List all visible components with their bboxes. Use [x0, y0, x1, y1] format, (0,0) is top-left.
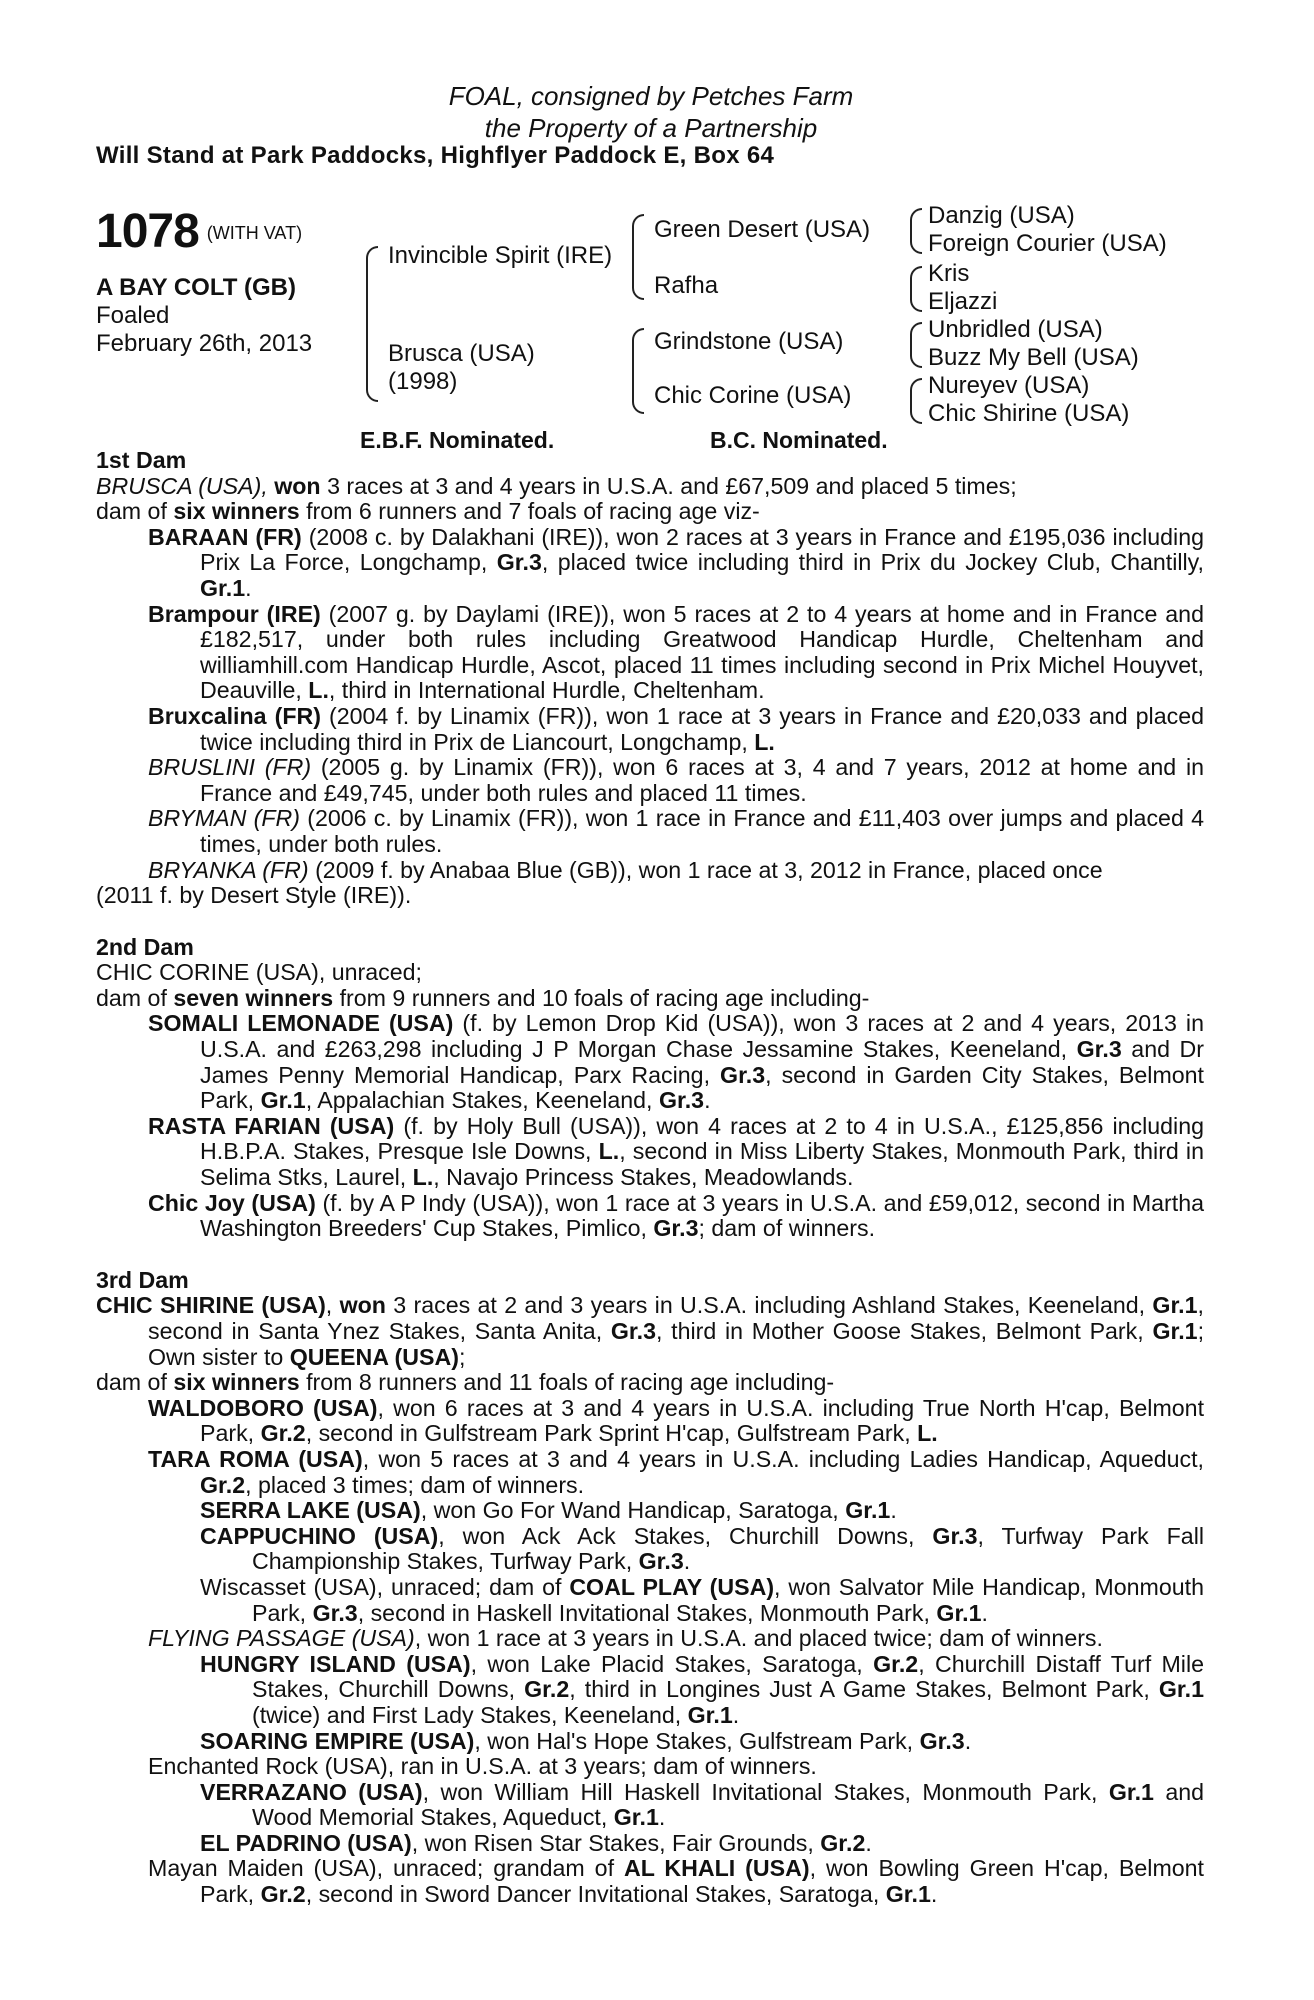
- gg-7: Nureyev (USA): [928, 372, 1090, 399]
- gg-5: Unbridled (USA): [928, 316, 1103, 343]
- produce-entry: RASTA FARIAN (USA) (f. by Holy Bull (USA)), won 4 races at 2 to 4 in U.S.A., £125,856 including H.B.P.A. Stakes, Presque Isle Downs, L., second in Miss Liberty Stakes, Monmouth Park, third in Selima Stks, Laurel, L., Navajo Princess Stakes, Meadowlands.: [148, 1112, 1204, 1191]
- grandproduce-entry: SERRA LAKE (USA), won Go For Wand Handicap, Saratoga, Gr.1.: [200, 1497, 897, 1524]
- gg-8: Chic Shirine (USA): [928, 400, 1130, 427]
- first-dam-heading: 1st Dam: [96, 447, 187, 473]
- produce-entry-note: (2011 f. by Desert Style (IRE)).: [96, 882, 412, 909]
- grandproduce-entry: EL PADRINO (USA), won Risen Star Stakes, Fair Grounds, Gr.2.: [200, 1829, 872, 1856]
- first-dam-summary: BRUSCA (USA), won 3 races at 3 and 4 years in U.S.A. and £67,509 and placed 5 times;: [96, 472, 1017, 499]
- pedigree-brace-g1: [910, 208, 922, 254]
- pedigree-brace-sire: [632, 214, 644, 300]
- second-dam-name: CHIC CORINE (USA), unraced;: [96, 959, 422, 986]
- foaled-date: February 26th, 2013: [96, 330, 313, 357]
- dam-year: (1998): [388, 368, 458, 395]
- produce-entry: WALDOBORO (USA), won 6 races at 3 and 4 years in U.S.A. including True North H'cap, Belmont Park, Gr.2, second in Gulfstream Park Sprint H'cap, Gulfstream Park, L.: [148, 1394, 1205, 1447]
- produce-entry: Brampour (IRE) (2007 g. by Daylami (IRE)), won 5 races at 2 to 4 years at home and in France and £182,517, under both rules including Greatwood Handicap Hurdle, Cheltenham and williamhill.com Handicap Hurdle, Ascot, placed 11 times including second in Prix Michel Houyvet, Deauville, L., third in International Hurdle, Cheltenham.: [148, 600, 1204, 704]
- produce-entry: Mayan Maiden (USA), unraced; grandam of AL KHALI (USA), won Bowling Green H'cap, Belmont Park, Gr.2, second in Sword Dancer Invitational Stakes, Saratoga, Gr.1.: [148, 1855, 1204, 1908]
- ebf-nominated: E.B.F. Nominated.: [360, 427, 555, 453]
- third-dam-summary: CHIC SHIRINE (USA), won 3 races at 2 and 3 years in U.S.A. including Ashland Stakes, Keeneland, Gr.1, second in Santa Ynez Stakes, Santa Anita, Gr.3, third in Mother Goose Stakes, Belmont Park, Gr.1; Own sister to QUEENA (USA);: [96, 1292, 1205, 1370]
- lot-number: 1078 (WITH VAT): [96, 205, 303, 258]
- gg-4: Eljazzi: [928, 288, 998, 315]
- produce-entry: Bruxcalina (FR) (2004 f. by Linamix (FR)), won 1 race at 3 years in France and £20,033 and placed twice including third in Prix de Liancourt, Longchamp, L.: [148, 702, 1204, 755]
- dam-name: Brusca (USA): [388, 340, 535, 367]
- produce-entry: Chic Joy (USA) (f. by A P Indy (USA)), won 1 race at 3 years in U.S.A. and £59,012, second in Martha Washington Breeders' Cup Stakes, Pimlico, Gr.3; dam of winners.: [148, 1189, 1204, 1242]
- consignor-line: FOAL, consigned by Petches Farm: [448, 81, 854, 111]
- gg-1: Danzig (USA): [928, 202, 1075, 229]
- produce-entry: BRYANKA (FR) (2009 f. by Anabaa Blue (GB)), won 1 race at 3, 2012 in France, placed once: [148, 856, 1103, 883]
- location-line: Will Stand at Park Paddocks, Highflyer Paddock E, Box 64: [96, 142, 775, 169]
- bc-nominated: B.C. Nominated.: [710, 427, 888, 453]
- produce-entry: BRYMAN (FR) (2006 c. by Linamix (FR)), won 1 race in France and £11,403 over jumps and placed 4 times, under both rules.: [148, 805, 1204, 857]
- property-line: the Property of a Partnership: [484, 113, 818, 143]
- pedigree-brace-g2: [910, 266, 922, 312]
- produce-entry: SOMALI LEMONADE (USA) (f. by Lemon Drop Kid (USA)), won 3 races at 2 and 4 years, 2013 in U.S.A. and £263,298 including J P Morgan Chase Jessamine Stakes, Keeneland, Gr.3 and Dr James Penny Memorial Handicap, Parx Racing, Gr.3, second in Garden City Stakes, Belmont Park, Gr.1, Appalachian Stakes, Keeneland, Gr.3.: [148, 1010, 1204, 1114]
- third-dam-heading: 3rd Dam: [96, 1266, 189, 1293]
- pedigree-brace-g4: [910, 378, 922, 424]
- gg-3: Kris: [928, 260, 970, 287]
- grandproduce-entry: SOARING EMPIRE (USA), won Hal's Hope Stakes, Gulfstream Park, Gr.3.: [200, 1727, 972, 1754]
- gg-2: Foreign Courier (USA): [928, 230, 1167, 257]
- second-dam-produce: dam of seven winners from 9 runners and 10 foals of racing age including-: [96, 984, 870, 1011]
- vat-note: (WITH VAT): [206, 223, 303, 243]
- produce-entry: TARA ROMA (USA), won 5 races at 3 and 4 years in U.S.A. including Ladies Handicap, Aqueduct, Gr.2, placed 3 times; dam of winners.: [148, 1445, 1204, 1498]
- grandproduce-entry: HUNGRY ISLAND (USA), won Lake Placid Stakes, Saratoga, Gr.2, Churchill Distaff Turf Mile Stakes, Churchill Downs, Gr.2, third in Longines Just A Game Stakes, Belmont Park, Gr.1 (twice) and First Lady Stakes, Keeneland, Gr.1.: [200, 1650, 1204, 1728]
- produce-entry: BARAAN (FR) (2008 c. by Dalakhani (IRE)), won 2 races at 3 years in France and £195,036 including Prix La Force, Longchamp, Gr.3, placed twice including third in Prix du Jockey Club, Chantilly, Gr.1.: [148, 523, 1204, 601]
- dam-sire-name: Grindstone (USA): [654, 328, 844, 355]
- grandproduce-entry: VERRAZANO (USA), won William Hill Haskell Invitational Stakes, Monmouth Park, Gr.1 and Wood Memorial Stakes, Aqueduct, Gr.1.: [200, 1778, 1205, 1831]
- pedigree-brace-main: [366, 246, 378, 402]
- pedigree-brace-dam: [632, 328, 644, 414]
- sire-sire-name: Green Desert (USA): [654, 216, 871, 243]
- sire-dam-name: Rafha: [654, 272, 719, 299]
- horse-description: A BAY COLT (GB): [96, 274, 297, 301]
- dam-dam-name: Chic Corine (USA): [654, 382, 852, 409]
- third-dam-produce: dam of six winners from 8 runners and 11 foals of racing age including-: [96, 1369, 835, 1396]
- sire-name: Invincible Spirit (IRE): [388, 242, 613, 269]
- grandproduce-entry: Wiscasset (USA), unraced; dam of COAL PLAY (USA), won Salvator Mile Handicap, Monmouth Park, Gr.3, second in Haskell Invitational Stakes, Monmouth Park, Gr.1.: [200, 1573, 1204, 1626]
- first-dam-produce: dam of six winners from 6 runners and 7 foals of racing age viz-: [96, 498, 760, 525]
- produce-entry: FLYING PASSAGE (USA), won 1 race at 3 years in U.S.A. and placed twice; dam of winners.: [148, 1625, 1103, 1652]
- grandproduce-entry: CAPPUCHINO (USA), won Ack Ack Stakes, Churchill Downs, Gr.3, Turfway Park Fall Championship Stakes, Turfway Park, Gr.3.: [200, 1522, 1205, 1575]
- produce-entry: Enchanted Rock (USA), ran in U.S.A. at 3 years; dam of winners.: [148, 1753, 817, 1780]
- pedigree-brace-g3: [910, 322, 922, 368]
- foaled-label: Foaled: [96, 302, 170, 329]
- pedigree-notes: [96, 448, 1204, 1908]
- produce-entry: BRUSLINI (FR) (2005 g. by Linamix (FR)), won 6 races at 3, 4 and 7 years, 2012 at home and in France and £49,745, under both rules and placed 11 times.: [148, 754, 1204, 806]
- second-dam-heading: 2nd Dam: [96, 933, 194, 960]
- gg-6: Buzz My Bell (USA): [928, 344, 1139, 371]
